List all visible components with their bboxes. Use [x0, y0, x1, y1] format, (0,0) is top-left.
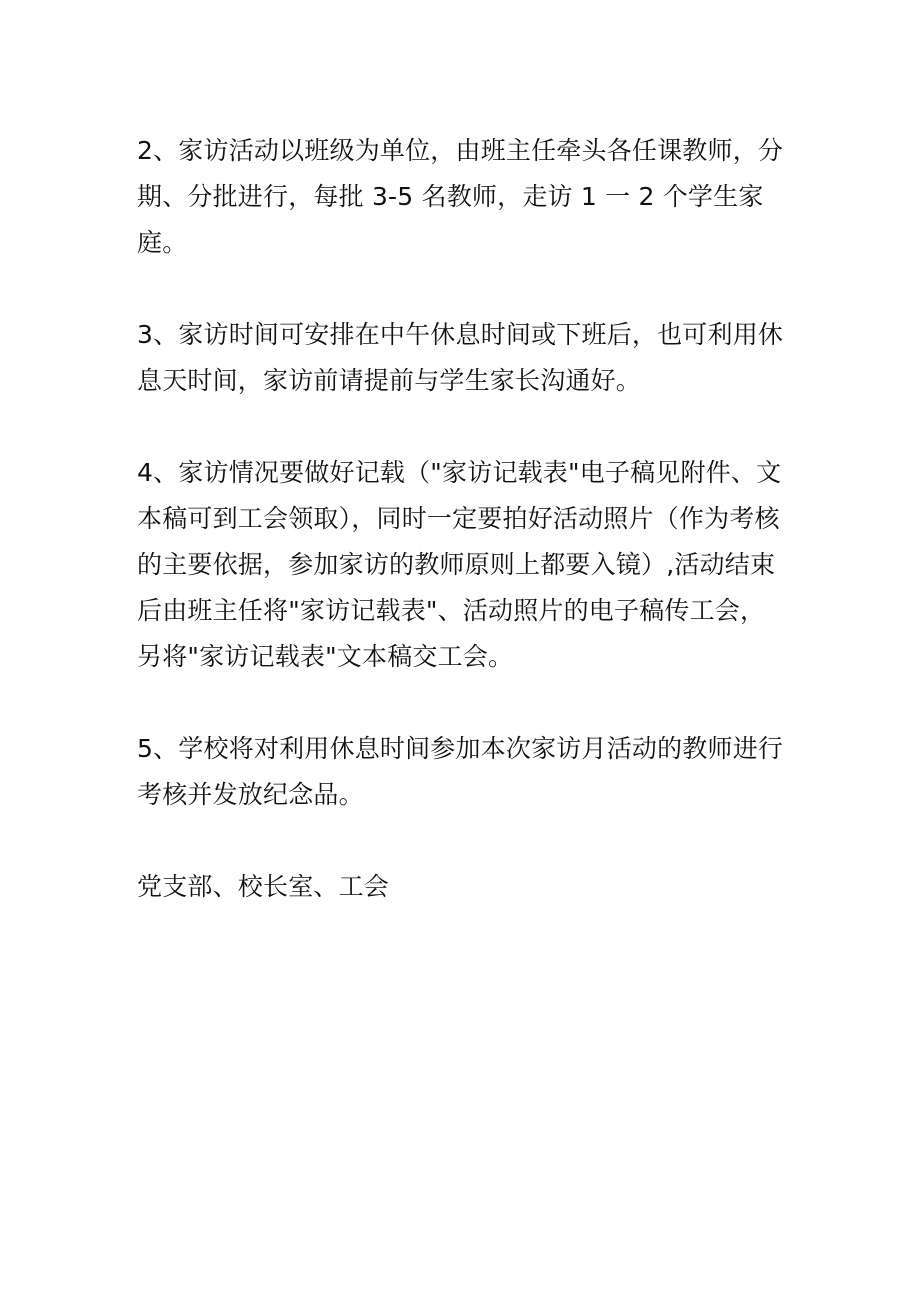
document-body — [137, 128, 787, 910]
paragraph-item-2: 2、家访活动以班级为单位，由班主任牵头各任课教师，分期、分批进行，每批 3-5 名教师，走访 1 一 2 个学生家庭。 — [137, 136, 784, 257]
signature-line: 党支部、校长室、工会 — [137, 872, 390, 901]
paragraph-item-5: 5、学校将对利用休息时间参加本次家访月活动的教师进行考核并发放纪念品。 — [137, 734, 784, 809]
paragraph-item-4: 4、家访情况要做好记载（"家访记载表"电子稿见附件、文本稿可到工会领取），同时一定要拍好活动照片（作为考核的主要依据，参加家访的教师原则上都要入镜）,活动结束后由班主任将"家访记载表"、活动照片的电子稿传工会，另将"家访记载表"文本稿交工会。 — [137, 458, 782, 671]
paragraph-item-3: 3、家访时间可安排在中午休息时间或下班后，也可利用休息天时间，家访前请提前与学生家长沟通好。 — [137, 320, 784, 395]
